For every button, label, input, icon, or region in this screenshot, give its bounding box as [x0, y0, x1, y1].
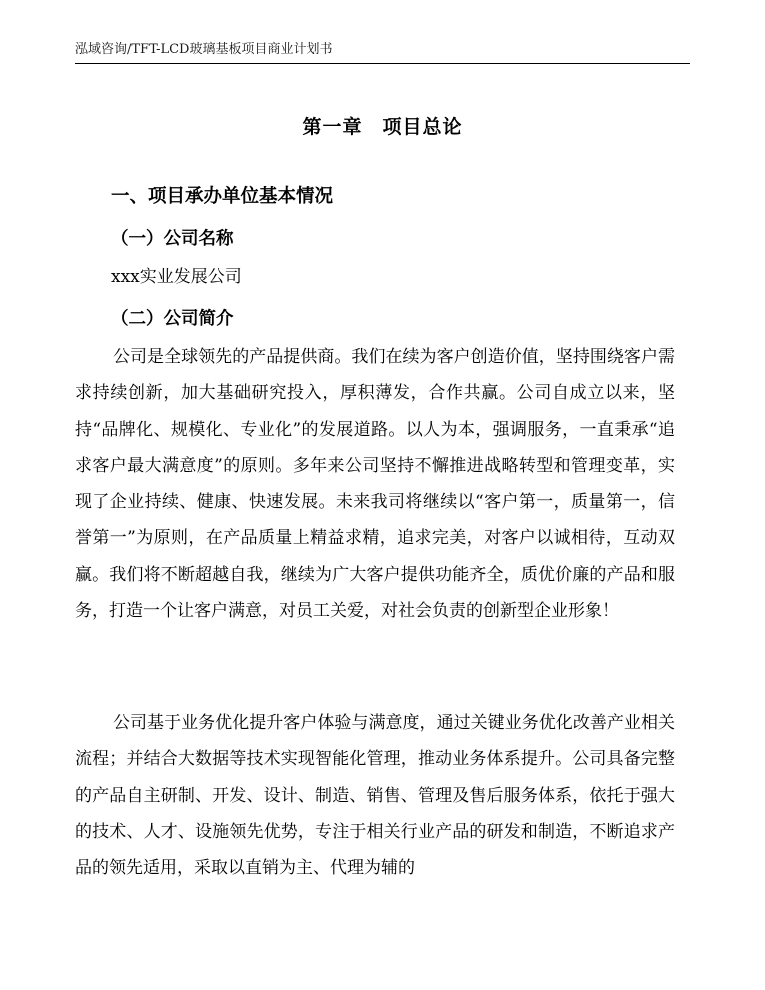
chapter-title: 第一章 项目总论	[302, 116, 463, 138]
header-divider	[75, 63, 690, 64]
profile-paragraph-2: 公司基于业务优化提升客户体验与满意度，通过关键业务优化改善产业相关流程；并结合大数据等技术实现智能化管理，推动业务体系提升。公司具备完整的产品自主研制、开发、设计、制造、销售、管理及售后服务体系，依托于强大的技术、人才、设施领先优势，专注于相关行业产品的研发和制造，不断追求产品的领先适用，采取以直销为主、代理为辅的	[75, 713, 675, 879]
subheading-company-name: （一）公司名称	[111, 229, 234, 249]
profile-paragraph-1: 公司是全球领先的产品提供商。我们在续为客户创造价值，坚持围绕客户需求持续创新，加大基础研究投入，厚积薄发，合作共赢。公司自成立以来，坚持“品牌化、规模化、专业化”的发展道路。以人为本，强调服务，一直秉承“追求客户最大满意度”的原则。多年来公司坚持不懈推进战略转型和管理变革，实现了企业持续、健康、快速发展。未来我司将继续以“客户第一，质量第一，信誉第一”为原则，在产品质量上精益求精，追求完美，对客户以诚相待，互动双赢。我们将不断超越自我，继续为广大客户提供功能齐全，质优价廉的产品和服务，打造一个让客户满意，对员工关爱，对社会负责的创新型企业形象！	[75, 347, 675, 622]
section-heading: 一、项目承办单位基本情况	[111, 186, 334, 207]
subheading-company-profile: （二）公司简介	[111, 309, 234, 329]
running-header: 泓域咨询/TFT-LCD玻璃基板项目商业计划书	[75, 42, 333, 57]
company-name: xxx实业发展公司	[111, 267, 242, 287]
